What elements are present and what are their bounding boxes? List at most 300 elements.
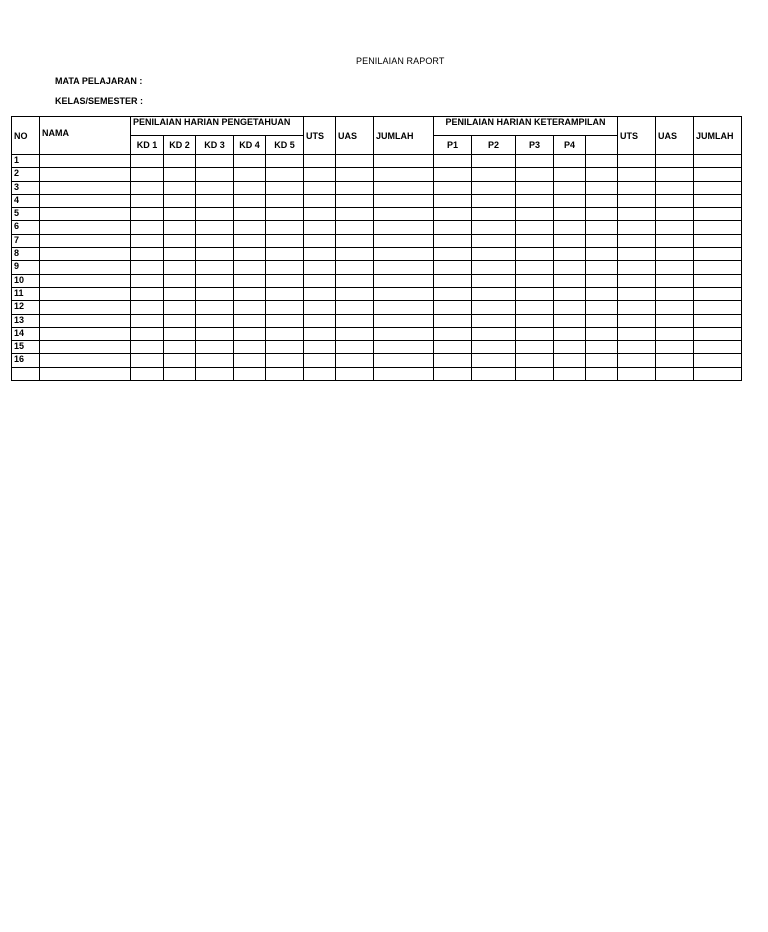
grade-cell[interactable] [434, 208, 472, 221]
grade-cell[interactable] [164, 354, 196, 367]
grade-cell[interactable] [131, 234, 164, 247]
grade-cell[interactable] [304, 327, 336, 340]
grade-cell[interactable] [304, 367, 336, 380]
row-number-cell[interactable]: 15 [12, 341, 40, 354]
grade-cell[interactable] [164, 208, 196, 221]
grade-cell[interactable] [40, 194, 131, 207]
grade-cell[interactable] [516, 274, 554, 287]
grade-cell[interactable] [164, 181, 196, 194]
grade-cell[interactable] [472, 327, 516, 340]
grade-cell[interactable] [304, 194, 336, 207]
grade-cell[interactable] [656, 155, 694, 168]
grade-cell[interactable] [554, 248, 586, 261]
grade-cell[interactable] [374, 341, 434, 354]
grade-cell[interactable] [554, 194, 586, 207]
grade-cell[interactable] [234, 314, 266, 327]
grade-cell[interactable] [586, 234, 618, 247]
grade-cell[interactable] [40, 261, 131, 274]
grade-cell[interactable] [336, 314, 374, 327]
grade-cell[interactable] [164, 301, 196, 314]
grade-cell[interactable] [40, 327, 131, 340]
grade-cell[interactable] [554, 261, 586, 274]
grade-cell[interactable] [40, 301, 131, 314]
grade-cell[interactable] [434, 314, 472, 327]
grade-cell[interactable] [336, 367, 374, 380]
grade-cell[interactable] [374, 261, 434, 274]
grade-cell[interactable] [196, 248, 234, 261]
grade-cell[interactable] [40, 221, 131, 234]
grade-cell[interactable] [586, 367, 618, 380]
grade-cell[interactable] [618, 354, 656, 367]
grade-cell[interactable] [266, 168, 304, 181]
grade-cell[interactable] [266, 155, 304, 168]
grade-cell[interactable] [196, 234, 234, 247]
grade-cell[interactable] [266, 248, 304, 261]
grade-cell[interactable] [131, 341, 164, 354]
grade-cell[interactable] [336, 354, 374, 367]
grade-cell[interactable] [586, 354, 618, 367]
grade-cell[interactable] [434, 181, 472, 194]
grade-cell[interactable] [234, 327, 266, 340]
grade-cell[interactable] [618, 341, 656, 354]
grade-cell[interactable] [164, 221, 196, 234]
grade-cell[interactable] [516, 287, 554, 300]
grade-cell[interactable] [434, 168, 472, 181]
grade-cell[interactable] [164, 248, 196, 261]
grade-cell[interactable] [196, 181, 234, 194]
grade-cell[interactable] [472, 194, 516, 207]
grade-cell[interactable] [618, 221, 656, 234]
grade-cell[interactable] [516, 168, 554, 181]
grade-cell[interactable] [234, 168, 266, 181]
grade-cell[interactable] [472, 341, 516, 354]
row-number-cell[interactable] [12, 367, 40, 380]
grade-cell[interactable] [656, 274, 694, 287]
grade-cell[interactable] [234, 181, 266, 194]
grade-cell[interactable] [374, 301, 434, 314]
grade-cell[interactable] [554, 234, 586, 247]
grade-cell[interactable] [266, 221, 304, 234]
grade-cell[interactable] [374, 367, 434, 380]
grade-cell[interactable] [618, 181, 656, 194]
grade-cell[interactable] [618, 155, 656, 168]
row-number-cell[interactable]: 8 [12, 248, 40, 261]
grade-cell[interactable] [656, 314, 694, 327]
grade-cell[interactable] [266, 208, 304, 221]
grade-cell[interactable] [656, 327, 694, 340]
grade-cell[interactable] [434, 274, 472, 287]
row-number-cell[interactable]: 2 [12, 168, 40, 181]
grade-cell[interactable] [266, 274, 304, 287]
grade-cell[interactable] [586, 168, 618, 181]
grade-cell[interactable] [336, 221, 374, 234]
grade-cell[interactable] [266, 181, 304, 194]
grade-cell[interactable] [516, 155, 554, 168]
grade-cell[interactable] [266, 301, 304, 314]
grade-cell[interactable] [40, 274, 131, 287]
grade-cell[interactable] [472, 274, 516, 287]
grade-cell[interactable] [586, 301, 618, 314]
grade-cell[interactable] [694, 287, 742, 300]
grade-cell[interactable] [694, 234, 742, 247]
grade-cell[interactable] [304, 274, 336, 287]
grade-cell[interactable] [374, 221, 434, 234]
grade-cell[interactable] [516, 327, 554, 340]
grade-cell[interactable] [40, 168, 131, 181]
grade-cell[interactable] [374, 327, 434, 340]
grade-cell[interactable] [472, 155, 516, 168]
grade-cell[interactable] [434, 221, 472, 234]
grade-cell[interactable] [516, 341, 554, 354]
grade-cell[interactable] [586, 327, 618, 340]
grade-cell[interactable] [336, 248, 374, 261]
grade-cell[interactable] [234, 261, 266, 274]
row-number-cell[interactable]: 5 [12, 208, 40, 221]
grade-cell[interactable] [40, 155, 131, 168]
grade-cell[interactable] [131, 181, 164, 194]
grade-cell[interactable] [656, 287, 694, 300]
grade-cell[interactable] [374, 194, 434, 207]
grade-cell[interactable] [196, 327, 234, 340]
row-number-cell[interactable]: 6 [12, 221, 40, 234]
grade-cell[interactable] [336, 301, 374, 314]
grade-cell[interactable] [374, 287, 434, 300]
row-number-cell[interactable]: 1 [12, 155, 40, 168]
grade-cell[interactable] [336, 261, 374, 274]
row-number-cell[interactable]: 10 [12, 274, 40, 287]
grade-cell[interactable] [656, 367, 694, 380]
grade-cell[interactable] [266, 354, 304, 367]
grade-cell[interactable] [694, 354, 742, 367]
grade-cell[interactable] [336, 287, 374, 300]
grade-cell[interactable] [618, 327, 656, 340]
grade-cell[interactable] [336, 274, 374, 287]
grade-cell[interactable] [554, 314, 586, 327]
grade-cell[interactable] [516, 234, 554, 247]
grade-cell[interactable] [304, 208, 336, 221]
grade-cell[interactable] [472, 234, 516, 247]
grade-cell[interactable] [131, 367, 164, 380]
grade-cell[interactable] [516, 367, 554, 380]
grade-cell[interactable] [374, 248, 434, 261]
grade-cell[interactable] [374, 208, 434, 221]
grade-cell[interactable] [516, 221, 554, 234]
grade-cell[interactable] [472, 287, 516, 300]
grade-cell[interactable] [266, 287, 304, 300]
grade-cell[interactable] [234, 287, 266, 300]
grade-cell[interactable] [434, 301, 472, 314]
grade-cell[interactable] [40, 354, 131, 367]
grade-cell[interactable] [554, 341, 586, 354]
grade-cell[interactable] [554, 168, 586, 181]
grade-cell[interactable] [656, 181, 694, 194]
row-number-cell[interactable]: 12 [12, 301, 40, 314]
grade-cell[interactable] [266, 341, 304, 354]
grade-cell[interactable] [434, 194, 472, 207]
grade-cell[interactable] [196, 274, 234, 287]
grade-cell[interactable] [694, 221, 742, 234]
grade-cell[interactable] [131, 354, 164, 367]
row-number-cell[interactable]: 4 [12, 194, 40, 207]
grade-cell[interactable] [40, 287, 131, 300]
grade-cell[interactable] [554, 367, 586, 380]
grade-cell[interactable] [304, 354, 336, 367]
grade-cell[interactable] [694, 181, 742, 194]
grade-cell[interactable] [196, 194, 234, 207]
grade-cell[interactable] [586, 248, 618, 261]
grade-cell[interactable] [131, 248, 164, 261]
grade-cell[interactable] [131, 327, 164, 340]
grade-cell[interactable] [164, 261, 196, 274]
grade-cell[interactable] [554, 287, 586, 300]
grade-cell[interactable] [656, 194, 694, 207]
grade-cell[interactable] [516, 261, 554, 274]
row-number-cell[interactable]: 13 [12, 314, 40, 327]
grade-cell[interactable] [586, 314, 618, 327]
grade-cell[interactable] [336, 194, 374, 207]
grade-cell[interactable] [164, 274, 196, 287]
grade-cell[interactable] [586, 181, 618, 194]
grade-cell[interactable] [472, 168, 516, 181]
grade-cell[interactable] [336, 327, 374, 340]
grade-cell[interactable] [516, 208, 554, 221]
grade-cell[interactable] [554, 274, 586, 287]
grade-cell[interactable] [586, 287, 618, 300]
grade-cell[interactable] [656, 234, 694, 247]
row-number-cell[interactable]: 16 [12, 354, 40, 367]
grade-cell[interactable] [618, 208, 656, 221]
grade-cell[interactable] [618, 287, 656, 300]
grade-cell[interactable] [472, 248, 516, 261]
grade-cell[interactable] [304, 261, 336, 274]
grade-cell[interactable] [586, 261, 618, 274]
grade-cell[interactable] [516, 181, 554, 194]
row-number-cell[interactable]: 11 [12, 287, 40, 300]
grade-cell[interactable] [131, 261, 164, 274]
grade-cell[interactable] [516, 301, 554, 314]
grade-cell[interactable] [40, 367, 131, 380]
grade-cell[interactable] [694, 168, 742, 181]
grade-cell[interactable] [234, 221, 266, 234]
grade-cell[interactable] [336, 208, 374, 221]
grade-cell[interactable] [618, 314, 656, 327]
grade-cell[interactable] [374, 314, 434, 327]
grade-cell[interactable] [694, 155, 742, 168]
grade-cell[interactable] [164, 287, 196, 300]
grade-cell[interactable] [586, 208, 618, 221]
grade-cell[interactable] [374, 181, 434, 194]
grade-cell[interactable] [656, 168, 694, 181]
grade-cell[interactable] [694, 341, 742, 354]
grade-cell[interactable] [472, 181, 516, 194]
grade-cell[interactable] [131, 274, 164, 287]
grade-cell[interactable] [131, 208, 164, 221]
grade-cell[interactable] [234, 367, 266, 380]
grade-cell[interactable] [656, 248, 694, 261]
grade-cell[interactable] [554, 181, 586, 194]
grade-cell[interactable] [618, 274, 656, 287]
grade-cell[interactable] [618, 301, 656, 314]
grade-cell[interactable] [131, 221, 164, 234]
grade-cell[interactable] [434, 155, 472, 168]
grade-cell[interactable] [656, 341, 694, 354]
grade-cell[interactable] [694, 274, 742, 287]
grade-cell[interactable] [196, 155, 234, 168]
grade-cell[interactable] [694, 314, 742, 327]
grade-cell[interactable] [196, 367, 234, 380]
grade-cell[interactable] [164, 367, 196, 380]
grade-cell[interactable] [164, 314, 196, 327]
grade-cell[interactable] [164, 327, 196, 340]
grade-cell[interactable] [516, 354, 554, 367]
grade-cell[interactable] [234, 194, 266, 207]
grade-cell[interactable] [554, 155, 586, 168]
grade-cell[interactable] [516, 194, 554, 207]
grade-cell[interactable] [234, 274, 266, 287]
grade-cell[interactable] [694, 301, 742, 314]
row-number-cell[interactable]: 7 [12, 234, 40, 247]
grade-cell[interactable] [618, 248, 656, 261]
grade-cell[interactable] [586, 194, 618, 207]
grade-cell[interactable] [234, 248, 266, 261]
grade-cell[interactable] [196, 354, 234, 367]
grade-cell[interactable] [434, 327, 472, 340]
grade-cell[interactable] [40, 341, 131, 354]
grade-cell[interactable] [304, 248, 336, 261]
grade-cell[interactable] [234, 301, 266, 314]
grade-cell[interactable] [374, 155, 434, 168]
grade-cell[interactable] [40, 208, 131, 221]
grade-cell[interactable] [434, 354, 472, 367]
grade-cell[interactable] [266, 194, 304, 207]
grade-cell[interactable] [234, 341, 266, 354]
grade-cell[interactable] [434, 287, 472, 300]
row-number-cell[interactable]: 14 [12, 327, 40, 340]
grade-cell[interactable] [304, 181, 336, 194]
grade-cell[interactable] [374, 168, 434, 181]
grade-cell[interactable] [374, 354, 434, 367]
grade-cell[interactable] [196, 287, 234, 300]
grade-cell[interactable] [234, 208, 266, 221]
grade-cell[interactable] [164, 341, 196, 354]
grade-cell[interactable] [586, 221, 618, 234]
grade-cell[interactable] [196, 314, 234, 327]
grade-cell[interactable] [131, 301, 164, 314]
grade-cell[interactable] [40, 234, 131, 247]
grade-cell[interactable] [196, 221, 234, 234]
grade-cell[interactable] [266, 367, 304, 380]
grade-cell[interactable] [131, 314, 164, 327]
grade-cell[interactable] [472, 301, 516, 314]
grade-cell[interactable] [434, 341, 472, 354]
grade-cell[interactable] [656, 221, 694, 234]
grade-cell[interactable] [304, 155, 336, 168]
grade-cell[interactable] [586, 155, 618, 168]
grade-cell[interactable] [40, 248, 131, 261]
grade-cell[interactable] [164, 194, 196, 207]
grade-cell[interactable] [656, 208, 694, 221]
grade-cell[interactable] [586, 341, 618, 354]
grade-cell[interactable] [374, 274, 434, 287]
grade-cell[interactable] [554, 327, 586, 340]
grade-cell[interactable] [196, 168, 234, 181]
grade-cell[interactable] [618, 168, 656, 181]
grade-cell[interactable] [131, 287, 164, 300]
grade-cell[interactable] [554, 354, 586, 367]
grade-cell[interactable] [131, 155, 164, 168]
grade-cell[interactable] [694, 261, 742, 274]
grade-cell[interactable] [164, 168, 196, 181]
grade-cell[interactable] [234, 354, 266, 367]
grade-cell[interactable] [472, 261, 516, 274]
grade-cell[interactable] [234, 155, 266, 168]
grade-cell[interactable] [694, 367, 742, 380]
grade-cell[interactable] [472, 354, 516, 367]
grade-cell[interactable] [266, 234, 304, 247]
grade-cell[interactable] [336, 181, 374, 194]
grade-cell[interactable] [694, 208, 742, 221]
grade-cell[interactable] [196, 261, 234, 274]
grade-cell[interactable] [164, 155, 196, 168]
grade-cell[interactable] [554, 221, 586, 234]
grade-cell[interactable] [618, 261, 656, 274]
grade-cell[interactable] [164, 234, 196, 247]
grade-cell[interactable] [586, 274, 618, 287]
grade-cell[interactable] [196, 208, 234, 221]
row-number-cell[interactable]: 3 [12, 181, 40, 194]
grade-cell[interactable] [304, 287, 336, 300]
grade-cell[interactable] [554, 208, 586, 221]
grade-cell[interactable] [374, 234, 434, 247]
grade-cell[interactable] [516, 314, 554, 327]
grade-cell[interactable] [694, 248, 742, 261]
grade-cell[interactable] [234, 234, 266, 247]
grade-cell[interactable] [694, 327, 742, 340]
grade-cell[interactable] [656, 354, 694, 367]
grade-cell[interactable] [336, 341, 374, 354]
grade-cell[interactable] [304, 234, 336, 247]
grade-cell[interactable] [266, 327, 304, 340]
grade-cell[interactable] [266, 314, 304, 327]
grade-cell[interactable] [434, 234, 472, 247]
grade-cell[interactable] [554, 301, 586, 314]
grade-cell[interactable] [472, 208, 516, 221]
grade-cell[interactable] [304, 314, 336, 327]
grade-cell[interactable] [40, 181, 131, 194]
row-number-cell[interactable]: 9 [12, 261, 40, 274]
grade-cell[interactable] [266, 261, 304, 274]
grade-cell[interactable] [131, 168, 164, 181]
grade-cell[interactable] [472, 221, 516, 234]
grade-cell[interactable] [472, 367, 516, 380]
grade-cell[interactable] [40, 314, 131, 327]
grade-cell[interactable] [434, 248, 472, 261]
grade-cell[interactable] [656, 301, 694, 314]
grade-cell[interactable] [131, 194, 164, 207]
grade-cell[interactable] [304, 168, 336, 181]
grade-cell[interactable] [336, 234, 374, 247]
grade-cell[interactable] [304, 301, 336, 314]
grade-cell[interactable] [618, 194, 656, 207]
grade-cell[interactable] [516, 248, 554, 261]
grade-cell[interactable] [618, 367, 656, 380]
grade-cell[interactable] [618, 234, 656, 247]
grade-cell[interactable] [694, 194, 742, 207]
grade-cell[interactable] [336, 168, 374, 181]
grade-cell[interactable] [472, 314, 516, 327]
grade-cell[interactable] [196, 341, 234, 354]
grade-cell[interactable] [656, 261, 694, 274]
